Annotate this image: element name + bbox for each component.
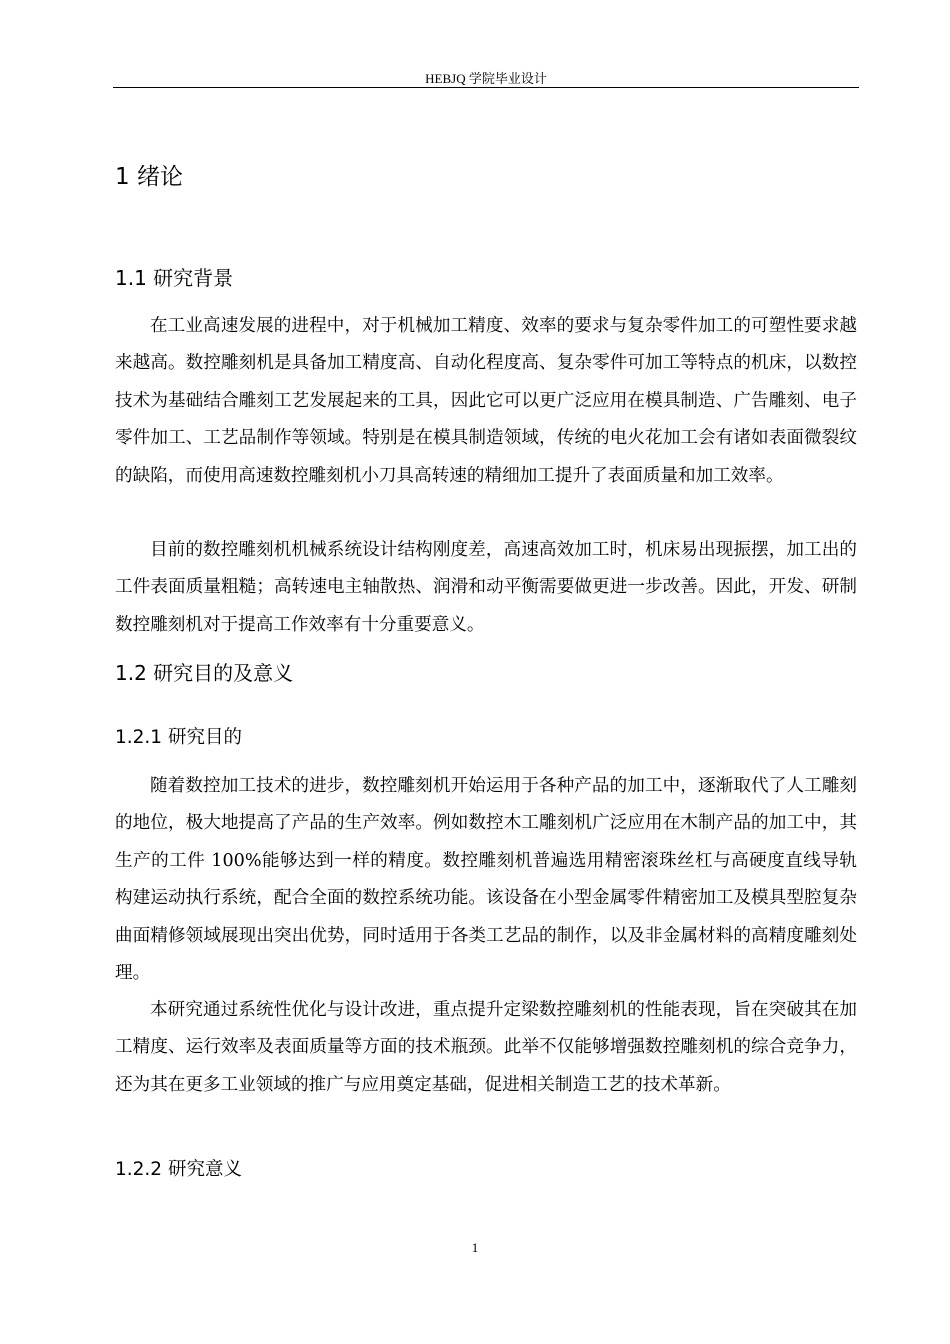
paragraph-purpose-1: 随着数控加工技术的进步，数控雕刻机开始运用于各种产品的加工中，逐渐取代了人工雕刻的地位，极大地提高了产品的生产效率。例如数控木工雕刻机广泛应用在木制产品的加工中，其生产的工件 100%能够达到一样的精度。数控雕刻机普遍选用精密滚珠丝杠与高硬度直线导轨构建运动执行系统，配合全面的数控系统功能。该设备在小型金属零件精密加工及模具型腔复杂曲面精修领域展现出突出优势，同时适用于各类工艺品的制作，以及非金属材料的高精度雕刻处理。: [115, 776, 857, 984]
section-1-2-1-heading: 1.2.1 研究目的: [115, 727, 242, 748]
paragraph-background-2: 目前的数控雕刻机机械系统设计结构刚度差，高速高效加工时，机床易出现振摆，加工出的工件表面质量粗糙；高转速电主轴散热、润滑和动平衡需要做更进一步改善。因此，开发、研制数控雕刻机对于提高工作效率有十分重要意义。: [115, 540, 857, 635]
header-rule: [113, 87, 859, 88]
paragraph-purpose-2: 本研究通过系统性优化与设计改进，重点提升定梁数控雕刻机的性能表现，旨在突破其在加工精度、运行效率及表面质量等方面的技术瓶颈。此举不仅能够增强数控雕刻机的综合竞争力，还为其在更多工业领域的推广与应用奠定基础，促进相关制造工艺的技术革新。: [115, 1000, 857, 1095]
section-1-1-heading: 1.1 研究背景: [115, 266, 234, 290]
running-header: HEBJQ 学院毕业设计: [425, 71, 547, 86]
paragraph-background-1: 在工业高速发展的进程中，对于机械加工精度、效率的要求与复杂零件加工的可塑性要求越来越高。数控雕刻机是具备加工精度高、自动化程度高、复杂零件可加工等特点的机床，以数控技术为基础结合雕刻工艺发展起来的工具，因此它可以更广泛应用在模具制造、广告雕刻、电子零件加工、工艺品制作等领域。特别是在模具制造领域，传统的电火花加工会有诸如表面微裂纹的缺陷，而使用高速数控雕刻机小刀具高转速的精细加工提升了表面质量和加工效率。: [115, 316, 857, 486]
chapter-title: 1 绪论: [115, 164, 183, 190]
section-1-2-2-heading: 1.2.2 研究意义: [115, 1159, 242, 1180]
page-number: 1: [471, 1240, 479, 1255]
section-1-2-heading: 1.2 研究目的及意义: [115, 661, 294, 685]
